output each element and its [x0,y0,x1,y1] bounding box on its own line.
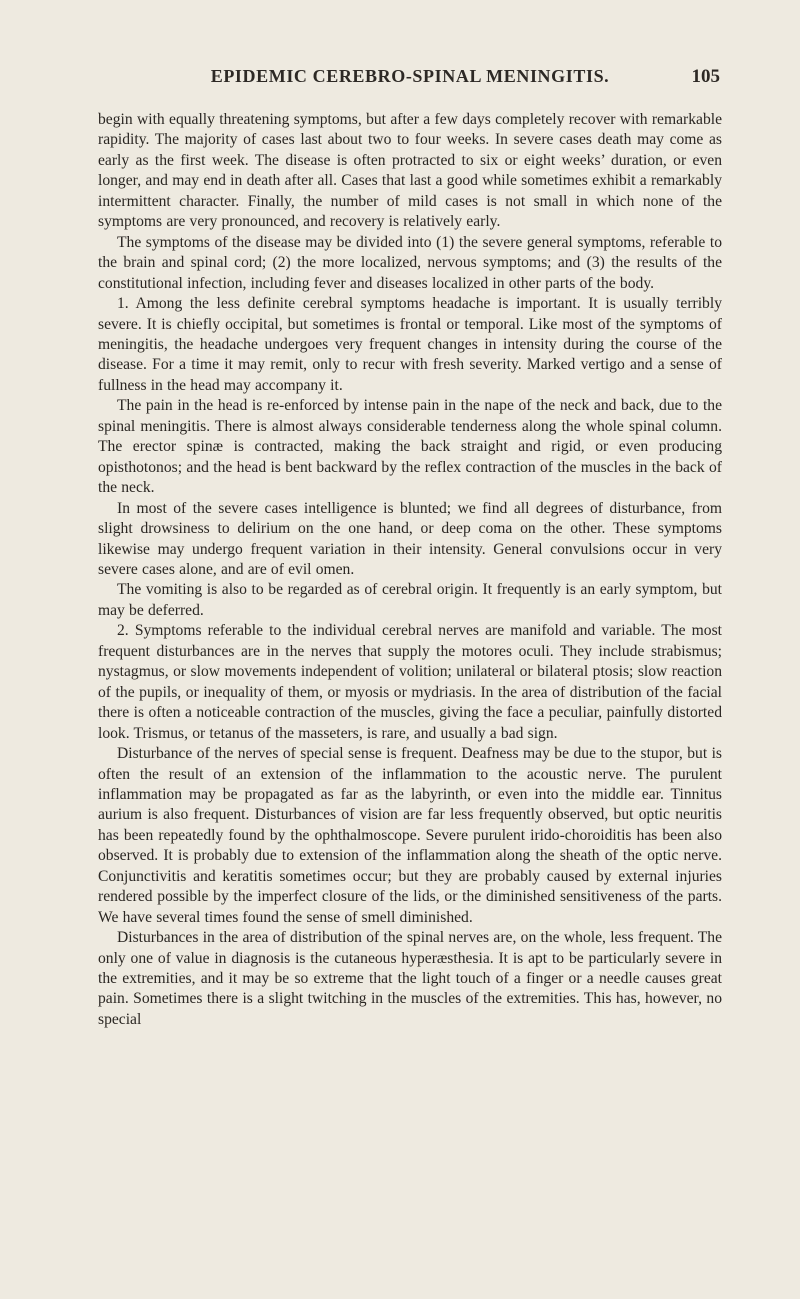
paragraph-headache: 1. Among the less definite cerebral symptoms headache is important. It is usually terribly severe. It is chiefly occipital, but sometimes is frontal or temporal. Like most of the symptoms of meningitis, the headache undergoes very frequent changes in intensity during the course of the disease. For a time it may remit, only to recur with fresh severity. Marked vertigo and a sense of fullness in the head may accompany it. [98,295,722,394]
paragraph-special-sense: Disturbance of the nerves of special sense is frequent. Deafness may be due to the stupor, but is often the result of an extension of the inflammation to the acoustic nerve. The purulent inflammation may be propagated as far as the labyrinth, or even into the middle ear. Tinnitus aurium is also frequent. Disturbances of vision are far less frequently observed, but optic neuritis has been repeatedly found by the ophthalmoscope. Severe purulent irido-choroiditis has been also observed. It is probably due to extension of the inflammation along the sheath of the optic nerve. Conjunctivitis and keratitis sometimes occur; but they are probably caused by external injuries rendered possible by the imperfect closure of the lids, or the diminished sensitiveness of the parts. We have several times found the sense of smell diminished. [98,745,722,926]
paragraph-spinal-pain: The pain in the head is re-enforced by intense pain in the nape of the neck and back, due to the spinal meningitis. There is almost always considerable tenderness along the whole spinal column. The erector spinæ is contracted, making the back straight and rigid, or even producing opisthotonos; and the head is bent backward by the reflex contraction of the muscles in the back of the neck. [98,397,722,497]
paragraph-intelligence: In most of the severe cases intelligence is blunted; we find all degrees of disturbance, from slight drowsiness to delirium on the one hand, or deep coma on the other. These symptoms likewise may undergo frequent variation in their intensity. General convulsions occur in very severe cases alone, and are of evil omen. [98,499,722,578]
paragraph-symptom-division: The symptoms of the disease may be divided into (1) the severe general symptoms, referable to the brain and spinal cord; (2) the more localized, nervous symptoms; and (3) the results of the constitutional infection, including fever and diseases localized in other parts of the body. [98,233,722,292]
body-text [98,110,722,1030]
page-number: 105 [691,66,720,87]
paragraph-cerebral-nerves: 2. Symptoms referable to the individual cerebral nerves are manifold and variable. The most frequent disturbances are in the nerves that supply the motores oculi. They include strabismus; nystagmus, or slow movements independent of volition; unilateral or bilateral ptosis; slow reaction of the pupils, or inequality of them, or myosis or mydriasis. In the area of distribution of the facial there is often a noticeable contraction of the muscles, giving the face a peculiar, painfully distorted look. Trismus, or tetanus of the masseters, is rare, and usually a bad sign. [98,622,722,742]
paragraph-spinal-nerves: Disturbances in the area of distribution of the spinal nerves are, on the whole, less frequent. The only one of value in diagnosis is the cutaneous hyperæsthesia. It is apt to be particularly severe in the extremities, and it may be so extreme that the light touch of a finger or a needle causes great pain. Sometimes there is a slight twitching in the muscles of the extremities. This has, however, no special [98,929,722,1028]
paragraph-continuation: begin with equally threatening symptoms, but after a few days completely recover with remarkable rapidity. The majority of cases last about two to four weeks. In severe cases death may come as early as the first week. The disease is often protracted to six or eight weeks’ duration, or even longer, and may end in death after all. Cases that last a good while sometimes exhibit a remarkably intermittent character. Finally, the number of mild cases is not small in which none of the symptoms are very pronounced, and recovery is relatively early. [98,111,722,231]
running-title: EPIDEMIC CEREBRO-SPINAL MENINGITIS. [210,66,610,86]
paragraph-vomiting: The vomiting is also to be regarded as of cerebral origin. It frequently is an early symptom, but may be deferred. [98,581,722,619]
running-head [100,66,720,92]
